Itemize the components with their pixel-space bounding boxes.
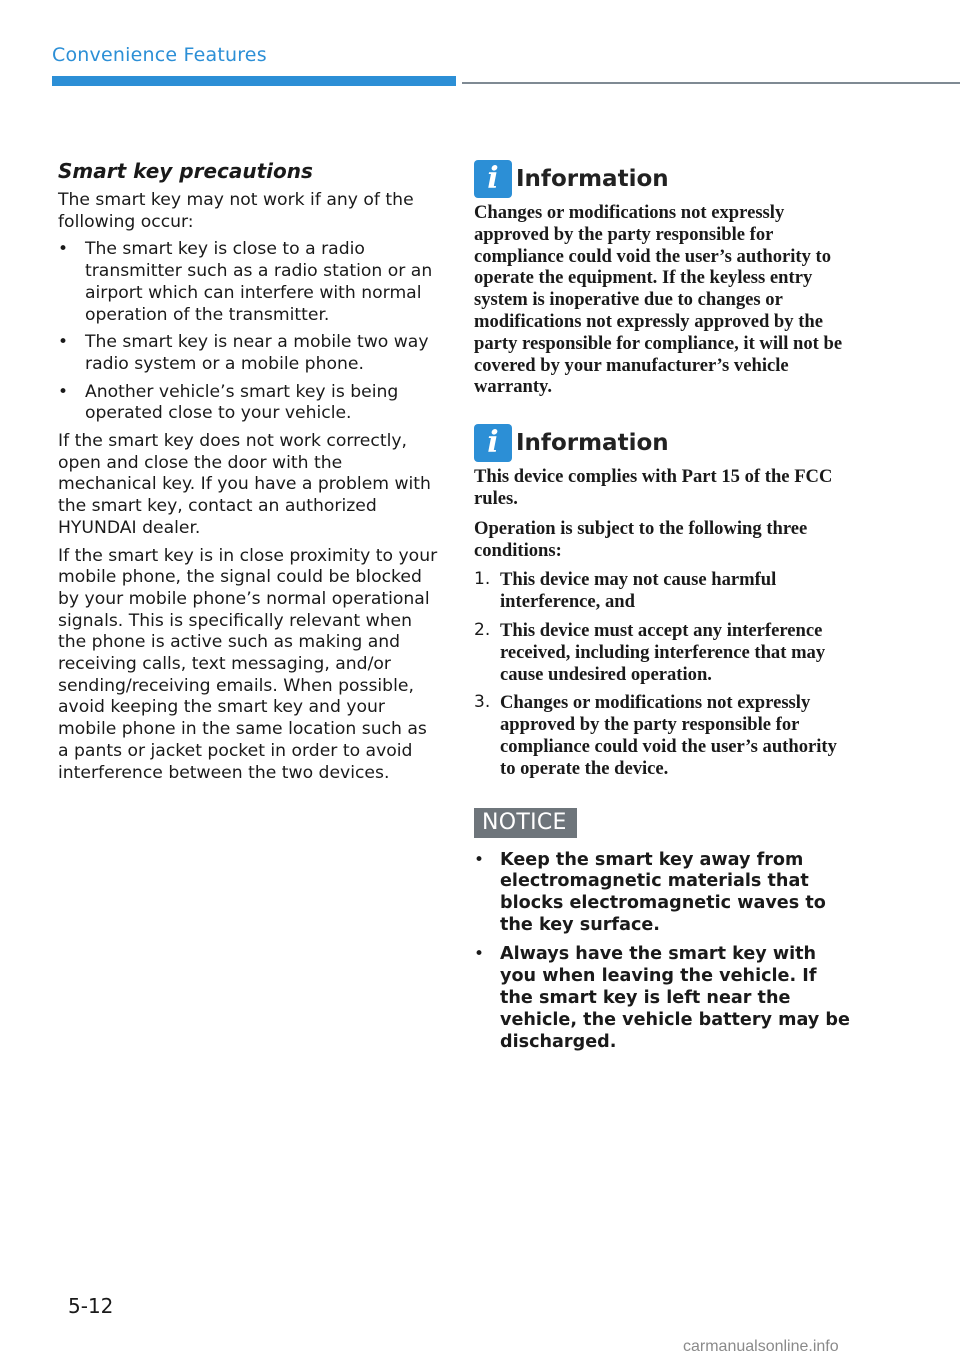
list-item: • The smart key is near a mobile two way radio system or a mobile phone. (58, 332, 429, 374)
header-accent-bar (52, 76, 456, 86)
intro-paragraph: The smart key may not work if any of the following occur: (58, 190, 414, 232)
information-box-1 (474, 160, 854, 398)
bullet-icon: • (474, 849, 485, 870)
info-icon: i (474, 424, 512, 462)
list-item: • The smart key is close to a radio transmitter such as a radio station or an airport which can interfere with normal operation of the transmitter. (58, 239, 433, 325)
information-title: Information (516, 430, 669, 457)
mobile-phone-paragraph: If the smart key is in close proximity to your mobile phone, the signal could be blocked by your mobile phone’s normal operational signals. This is specifically relevant when the phone is active such as making and receiving calls, text messaging, and/or sending/receiving emails. When possible, avoid keeping the smart key and your mobile phone in the same location such as a pants or jacket pocket in order to avoid interference between the two devices. (58, 545, 438, 783)
header-rule (462, 82, 960, 84)
fcc-text: This device complies with Part 15 of the FCC rules. Operation is subject to the following three conditions: 1. This device may not cause harmful interference, and 2. This device must accept any interference received, including interference that may cause undesired operation. 3. Changes or modifications not expressly approved by the party responsible for compliance could void the user’s authority to operate the device. (474, 466, 854, 779)
conditions-list (474, 569, 854, 779)
bullet-icon: • (58, 239, 69, 260)
watermark: carmanualsonline.info (683, 1338, 839, 1355)
notice-box (474, 808, 854, 1054)
page-number: 5-12 (68, 1294, 114, 1318)
notice-list (474, 850, 854, 1054)
list-item: 2. This device must accept any interference received, including interference that may cause undesired operation. (474, 619, 826, 685)
precaution-list (58, 239, 442, 425)
information-box-2 (474, 424, 854, 779)
list-item: • Always have the smart key with you when leaving the vehicle. If the smart key is left near the vehicle, the vehicle battery may be discharged. (474, 944, 850, 1052)
list-item: • Another vehicle’s smart key is being operated close to your vehicle. (58, 381, 399, 424)
smart-key-precautions-heading: Smart key precautions (58, 159, 313, 183)
bullet-icon: • (58, 332, 69, 353)
section-title: Convenience Features (52, 44, 267, 66)
list-item: 3. Changes or modifications not expressly approved by the party responsible for compliance could void the user’s authority to operate the device. (474, 692, 837, 779)
information-header (474, 424, 854, 462)
list-item: 1. This device may not cause harmful interference, and (474, 569, 777, 613)
right-column (474, 160, 854, 1061)
bullet-icon: • (58, 381, 69, 402)
bullet-icon: • (474, 944, 485, 965)
info-icon: i (474, 160, 512, 198)
list-item: • Keep the smart key away from electromagnetic materials that blocks electromagnetic waves to the key surface. (474, 849, 826, 936)
information-header (474, 160, 854, 198)
left-column (58, 158, 442, 790)
information-title: Information (516, 166, 669, 192)
notice-badge: NOTICE (474, 808, 577, 838)
mechanical-key-paragraph: If the smart key does not work correctly, open and close the door with the mechanical key. If you have a problem with the smart key, contact an authorized HYUNDAI dealer. (58, 431, 431, 538)
information-text: Changes or modifications not expressly approved by the party responsible for compliance could void the user’s authority to operate the equipment. If the keyless entry system is inoperative due to changes or modifications not expressly approved by the party responsible for compliance, it will not be covered by your manufacturer’s vehicle warranty. (474, 202, 843, 398)
